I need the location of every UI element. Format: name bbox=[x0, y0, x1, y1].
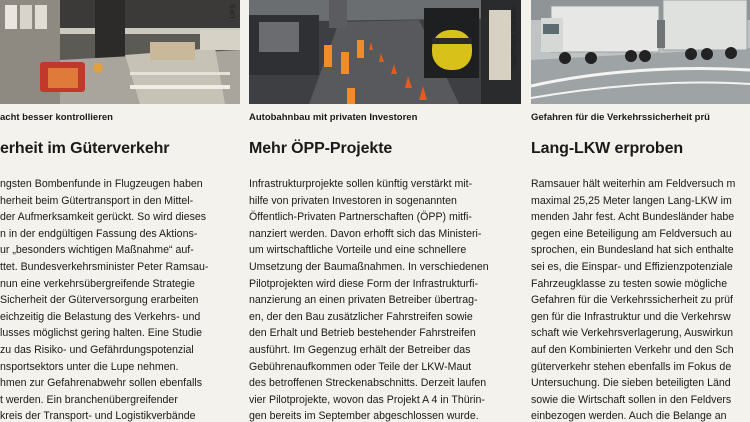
body-line: vier Pilotprojekte, wovon das Projekt A 4 in Thürin- bbox=[249, 393, 485, 406]
body-line: ausführt. Im Gegenzug erhält der Betreiber das bbox=[249, 343, 471, 356]
body-line: Fahrzeugklasse zu testen sowie mögliche bbox=[531, 277, 728, 290]
article-headline: erheit im Güterverkehr bbox=[0, 140, 170, 157]
photo-credit: ddp/Philipp Guelland bbox=[511, 4, 518, 69]
article-headline: Mehr ÖPP-Projekte bbox=[249, 140, 393, 157]
article-column-oepp bbox=[249, 0, 521, 422]
body-line: zu das Risiko- und Gefährdungspotenzial bbox=[0, 343, 194, 356]
body-line: hilfe von privaten Investoren in sogenannten bbox=[249, 194, 457, 207]
body-line: der Aufmerksamkeit gerückt. So wird dieses bbox=[0, 211, 207, 224]
body-line: Umsetzung der Baumaßnahmen. In verschiedenen bbox=[249, 260, 489, 273]
body-line: Untersuchung. Die sieben beteiligten Länd bbox=[531, 377, 731, 390]
body-line: hmen zur Gefahrenabwehr sollen ebenfalls bbox=[0, 377, 202, 390]
roadworks-image bbox=[249, 0, 521, 104]
body-line: nsportsektors unter die Lupe nehmen. bbox=[0, 360, 179, 373]
article-caption: acht besser kontrollieren bbox=[0, 112, 113, 123]
body-line: sei es, die Einspar- und Effizienzpotenziale bbox=[531, 260, 733, 273]
body-line: herheit beim Gütertransport in den Mittel- bbox=[0, 194, 194, 207]
column-gutter bbox=[521, 0, 531, 422]
body-line: auf den Kombinierten Verkehr und den Sch bbox=[531, 343, 734, 356]
body-line: kreis der Transport- und Logistikverbände bbox=[0, 410, 196, 422]
body-line: Pilotprojekten wird diese Form der Infrastrukturfi- bbox=[249, 277, 479, 290]
body-line: n in der endgültigen Fassung des Aktions- bbox=[0, 227, 198, 240]
body-line: eichzeitig die Belastung des Verkehrs- und bbox=[0, 310, 201, 323]
article-caption: Gefahren für die Verkehrssicherheit prü bbox=[531, 112, 710, 123]
body-line: Öffentlich-Privaten Partnerschaften (ÖPP) mitfi- bbox=[249, 211, 472, 224]
article-headline: Lang-LKW erproben bbox=[531, 140, 684, 157]
body-line: nanzierung an einen privaten Betreiber übertrag- bbox=[249, 294, 478, 307]
long-truck-image bbox=[531, 0, 750, 104]
article-column-security bbox=[0, 0, 240, 422]
cargo-hall-image bbox=[0, 0, 240, 104]
body-line: schaft wie Verkehrsverlagerung, Auswirkun bbox=[531, 327, 733, 340]
column-gutter bbox=[240, 0, 249, 422]
body-line: maximal 25,25 Meter langen Lang-LKW im bbox=[531, 194, 732, 207]
photo-airport-cargo bbox=[0, 0, 240, 104]
body-line: gegen eine Beteiligung am Feldversuch au bbox=[531, 227, 732, 240]
body-line: gen für die Infrastruktur und die Verkehrsw bbox=[531, 310, 731, 323]
body-line: ttet. Bundesverkehrsminister Peter Ramsau- bbox=[0, 260, 209, 273]
article-body bbox=[0, 176, 208, 422]
body-line: Infrastrukturprojekte sollen künftig verstärkt mit- bbox=[249, 178, 473, 190]
article-column-lang-lkw bbox=[531, 0, 750, 422]
article-body bbox=[531, 176, 735, 422]
body-line: um wirtschaftliche Vorteile und eine schnellere bbox=[249, 244, 467, 257]
body-line: sowie die Wirtschaft sollen in den Feldvers bbox=[531, 393, 732, 406]
body-line: t werden. Ein branchenübergreifender bbox=[0, 393, 178, 406]
body-line: güterverkehr stehen ebenfalls im Fokus de bbox=[531, 360, 732, 373]
body-line: Gebührenaufkommen oder Teile der LKW-Maut bbox=[249, 360, 472, 373]
body-line: nanziert werden. Davon erhofft sich das Ministeri- bbox=[249, 227, 482, 240]
article-body bbox=[249, 176, 489, 422]
body-line: en, der den Bau zusätzlicher Fahrstreifen sowie bbox=[249, 310, 473, 323]
body-line: nun eine verkehrsübergreifende Strategie bbox=[0, 277, 195, 290]
body-line: Sicherheit der Güterversorgung erarbeiten bbox=[0, 294, 199, 307]
photo-long-truck bbox=[531, 0, 750, 104]
body-line: ngsten Bombenfunde in Flugzeugen haben bbox=[0, 178, 203, 190]
body-line: sprochen, ein Bundesland hat sich enthalte bbox=[531, 244, 734, 257]
photo-motorway-construction bbox=[249, 0, 521, 104]
body-line: den Erhalt und Betrieb bestehender Fahrstreifen bbox=[249, 327, 476, 340]
body-line: einbezogen werden. Auch die Belange an bbox=[531, 410, 727, 422]
article-caption: Autobahnbau mit privaten Investoren bbox=[249, 112, 418, 123]
body-line: des betroffenen Streckenabschnitts. Derzeit laufen bbox=[249, 377, 487, 390]
body-line: menden Jahr fest. Acht Bundesländer habe bbox=[531, 211, 735, 224]
body-line: Gefahren für die Verkehrssicherheit zu prüf bbox=[531, 294, 733, 307]
body-line: gen bereits im September abgeschlossen wurde. bbox=[249, 410, 479, 422]
body-line: Ramsauer hält weiterhin am Feldversuch m bbox=[531, 178, 736, 190]
photo-credit: UPS bbox=[230, 4, 237, 19]
body-line: lusses möglichst gering halten. Eine Studie bbox=[0, 327, 202, 340]
body-line: ur „besonders wichtigen Maßnahme“ auf- bbox=[0, 244, 194, 257]
